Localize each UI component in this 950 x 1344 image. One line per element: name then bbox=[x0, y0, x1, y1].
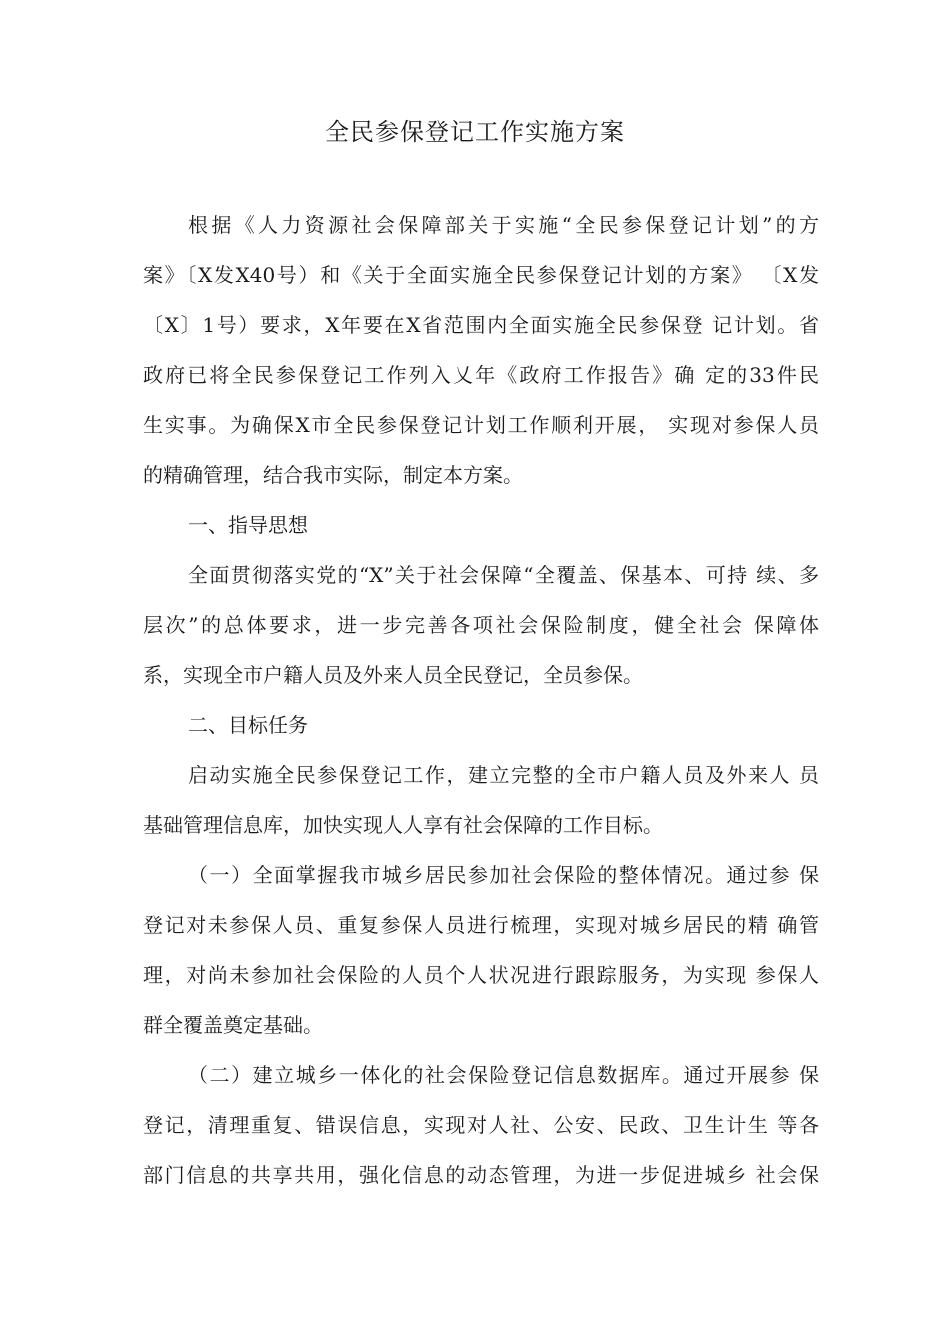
body-line: 登记，清理重复、错误信息，实现对人社、公安、民政、卫生计生 等各 bbox=[143, 1113, 819, 1137]
body-line: 〔X〕1号）要求，X年要在X省范围内全面实施全民参保登 记计划。省 bbox=[143, 313, 819, 337]
body-line: （一）全面掌握我市城乡居民参加社会保险的整体情况。通过参 保 bbox=[188, 863, 819, 887]
body-line: （二）建立城乡一体化的社会保险登记信息数据库。通过开展参 保 bbox=[188, 1063, 819, 1087]
section-heading: 二、目标任务 bbox=[188, 713, 308, 737]
body-line: 启动实施全民参保登记工作，建立完整的全市户籍人员及外来人 员 bbox=[188, 763, 819, 787]
document-title: 全民参保登记工作实施方案 bbox=[325, 118, 625, 146]
body-line: 基础管理信息库，加快实现人人享有社会保障的工作目标。 bbox=[143, 813, 663, 837]
body-line: 群全覆盖奠定基础。 bbox=[143, 1013, 323, 1037]
body-line: 层次”的总体要求，进一步完善各项社会保险制度，健全社会 保障体 bbox=[143, 613, 819, 637]
section-heading: 一、指导思想 bbox=[188, 513, 308, 537]
body-line: 的精确管理，结合我市实际，制定本方案。 bbox=[143, 463, 523, 487]
body-line: 理，对尚未参加社会保险的人员个人状况进行跟踪服务，为实现 参保人 bbox=[143, 963, 819, 987]
body-line: 系，实现全市户籍人员及外来人员全民登记，全员参保。 bbox=[143, 663, 643, 687]
body-line: 部门信息的共享共用，强化信息的动态管理，为进一步促进城乡 社会保 bbox=[143, 1163, 819, 1187]
body-line: 生实事。为确保X市全民参保登记计划工作顺利开展， 实现对参保人员 bbox=[143, 413, 819, 437]
body-line: 登记对未参保人员、重复参保人员进行梳理，实现对城乡居民的精 确管 bbox=[143, 913, 819, 937]
body-line: 根据《人力资源社会保障部关于实施“全民参保登记计划”的方 bbox=[188, 213, 819, 237]
body-line: 案》〔X发X40号）和《关于全面实施全民参保登记计划的方案》 〔X发 bbox=[143, 263, 819, 287]
body-line: 政府已将全民参保登记工作列入乂年《政府工作报告》确 定的33件民 bbox=[143, 363, 819, 387]
body-line: 全面贯彻落实党的“X”关于社会保障“全覆盖、保基本、可持 续、多 bbox=[188, 563, 819, 587]
